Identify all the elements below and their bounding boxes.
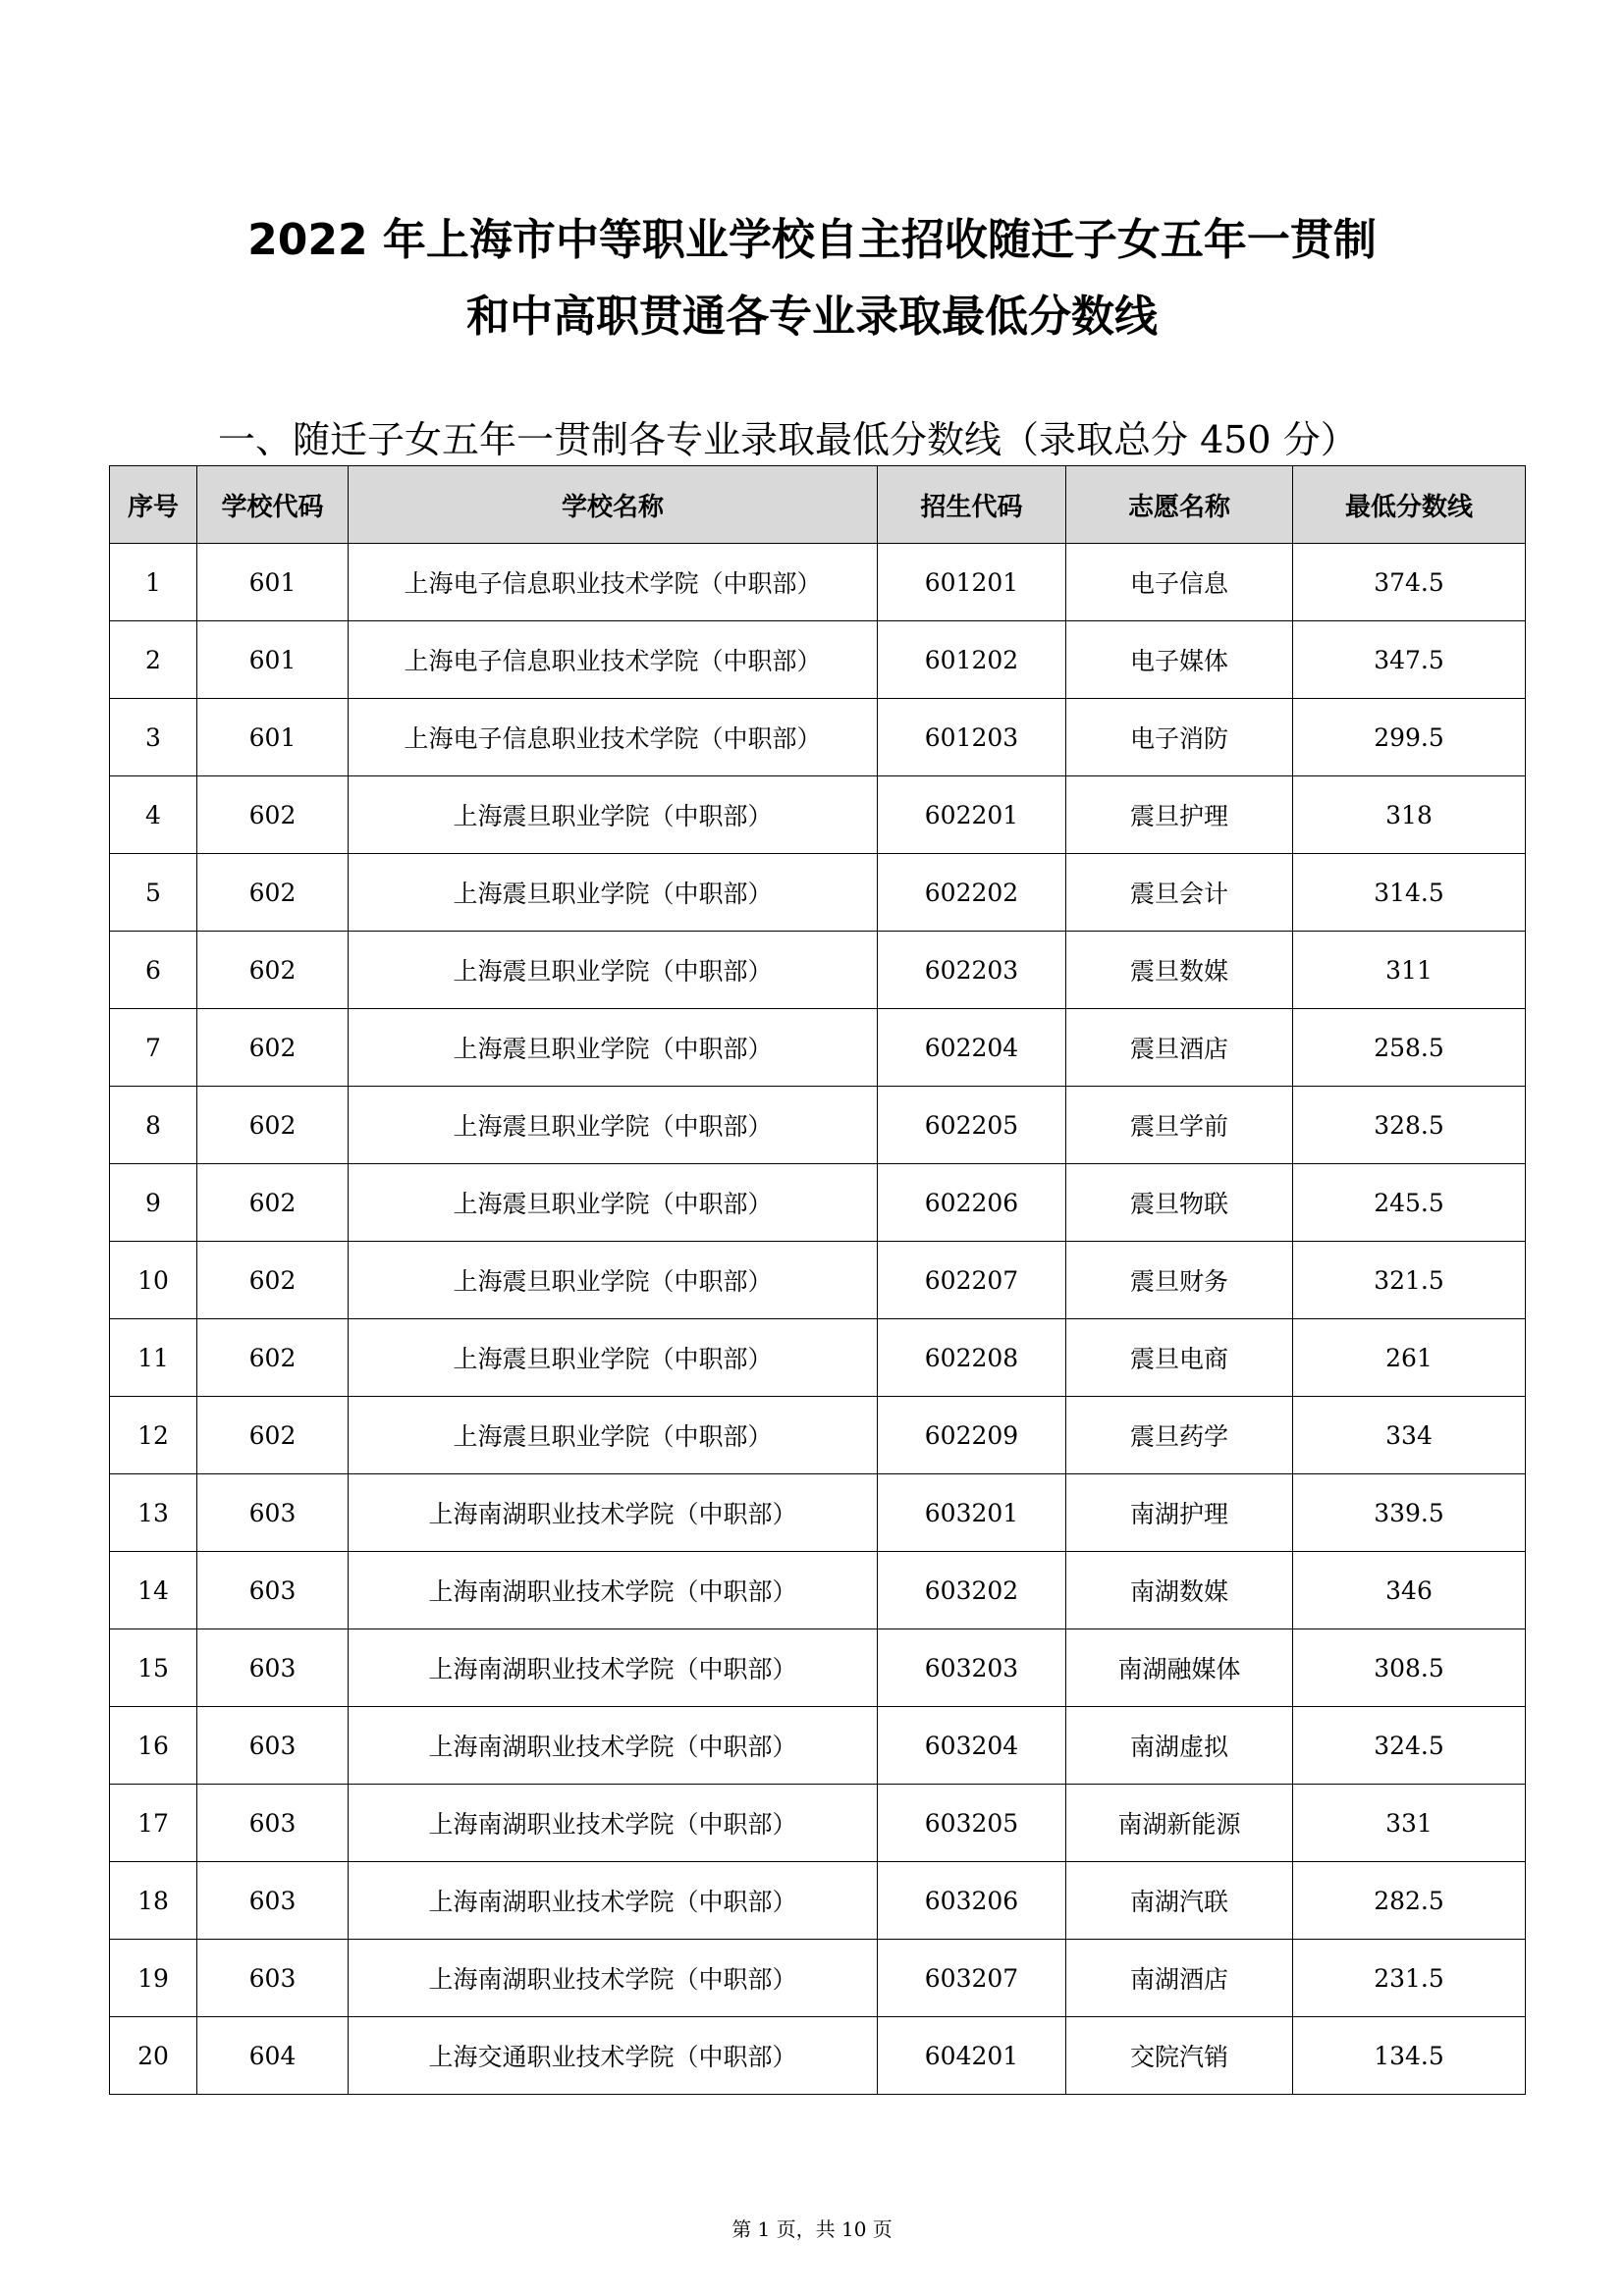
cell-school-name: 上海南湖职业技术学院（中职部） xyxy=(349,1552,878,1629)
cell-min-score: 231.5 xyxy=(1293,1940,1526,2017)
cell-min-score: 339.5 xyxy=(1293,1474,1526,1552)
table-row xyxy=(110,544,1526,621)
cell-school-name: 上海交通职业技术学院（中职部） xyxy=(349,2017,878,2095)
table-body xyxy=(110,544,1526,2095)
cell-index: 5 xyxy=(110,854,197,932)
header-school-code: 学校代码 xyxy=(197,466,349,544)
cell-school-name: 上海南湖职业技术学院（中职部） xyxy=(349,1785,878,1862)
table-row xyxy=(110,699,1526,776)
cell-school-name: 上海震旦职业学院（中职部） xyxy=(349,1397,878,1474)
cell-index: 17 xyxy=(110,1785,197,1862)
table-row xyxy=(110,621,1526,699)
cell-school-code: 602 xyxy=(197,1397,349,1474)
admission-score-table xyxy=(109,465,1526,2095)
table-row xyxy=(110,1164,1526,1242)
cell-program-name: 南湖酒店 xyxy=(1066,1940,1293,2017)
cell-school-code: 602 xyxy=(197,1009,349,1087)
cell-program-name: 电子消防 xyxy=(1066,699,1293,776)
cell-school-code: 602 xyxy=(197,932,349,1009)
cell-school-name: 上海南湖职业技术学院（中职部） xyxy=(349,1707,878,1785)
cell-school-code: 603 xyxy=(197,1629,349,1707)
cell-enrollment-code: 603206 xyxy=(878,1862,1066,1940)
cell-school-code: 602 xyxy=(197,1164,349,1242)
cell-min-score: 282.5 xyxy=(1293,1862,1526,1940)
cell-enrollment-code: 603207 xyxy=(878,1940,1066,2017)
cell-enrollment-code: 601203 xyxy=(878,699,1066,776)
cell-enrollment-code: 601202 xyxy=(878,621,1066,699)
cell-min-score: 299.5 xyxy=(1293,699,1526,776)
cell-school-name: 上海震旦职业学院（中职部） xyxy=(349,1319,878,1397)
cell-program-name: 震旦护理 xyxy=(1066,776,1293,854)
cell-school-code: 603 xyxy=(197,1862,349,1940)
cell-index: 16 xyxy=(110,1707,197,1785)
cell-school-code: 601 xyxy=(197,621,349,699)
table-row xyxy=(110,1087,1526,1164)
cell-index: 6 xyxy=(110,932,197,1009)
cell-min-score: 334 xyxy=(1293,1397,1526,1474)
table-row xyxy=(110,1474,1526,1552)
cell-school-code: 602 xyxy=(197,854,349,932)
cell-enrollment-code: 603205 xyxy=(878,1785,1066,1862)
cell-school-code: 602 xyxy=(197,1087,349,1164)
cell-min-score: 328.5 xyxy=(1293,1087,1526,1164)
cell-min-score: 311 xyxy=(1293,932,1526,1009)
cell-min-score: 346 xyxy=(1293,1552,1526,1629)
cell-enrollment-code: 602208 xyxy=(878,1319,1066,1397)
cell-program-name: 南湖融媒体 xyxy=(1066,1629,1293,1707)
cell-index: 15 xyxy=(110,1629,197,1707)
cell-enrollment-code: 602207 xyxy=(878,1242,1066,1319)
cell-index: 10 xyxy=(110,1242,197,1319)
cell-index: 2 xyxy=(110,621,197,699)
cell-school-code: 601 xyxy=(197,544,349,621)
table-row xyxy=(110,1552,1526,1629)
cell-school-name: 上海震旦职业学院（中职部） xyxy=(349,1009,878,1087)
cell-program-name: 震旦电商 xyxy=(1066,1319,1293,1397)
table-row xyxy=(110,1785,1526,1862)
cell-index: 13 xyxy=(110,1474,197,1552)
cell-min-score: 324.5 xyxy=(1293,1707,1526,1785)
cell-enrollment-code: 602201 xyxy=(878,776,1066,854)
cell-enrollment-code: 602204 xyxy=(878,1009,1066,1087)
cell-school-name: 上海震旦职业学院（中职部） xyxy=(349,1242,878,1319)
cell-school-name: 上海南湖职业技术学院（中职部） xyxy=(349,1862,878,1940)
cell-program-name: 南湖汽联 xyxy=(1066,1862,1293,1940)
table-row xyxy=(110,776,1526,854)
cell-index: 18 xyxy=(110,1862,197,1940)
cell-index: 4 xyxy=(110,776,197,854)
cell-index: 7 xyxy=(110,1009,197,1087)
cell-min-score: 318 xyxy=(1293,776,1526,854)
header-index: 序号 xyxy=(110,466,197,544)
cell-index: 11 xyxy=(110,1319,197,1397)
cell-index: 1 xyxy=(110,544,197,621)
cell-program-name: 震旦数媒 xyxy=(1066,932,1293,1009)
section-heading: 一、随迁子女五年一贯制各专业录取最低分数线（录取总分 450 分） xyxy=(218,418,1358,461)
cell-index: 19 xyxy=(110,1940,197,2017)
cell-school-code: 604 xyxy=(197,2017,349,2095)
cell-enrollment-code: 602206 xyxy=(878,1164,1066,1242)
cell-index: 14 xyxy=(110,1552,197,1629)
cell-min-score: 308.5 xyxy=(1293,1629,1526,1707)
cell-school-code: 603 xyxy=(197,1552,349,1629)
table-header-row xyxy=(110,466,1526,544)
cell-min-score: 321.5 xyxy=(1293,1242,1526,1319)
cell-school-name: 上海震旦职业学院（中职部） xyxy=(349,932,878,1009)
cell-min-score: 134.5 xyxy=(1293,2017,1526,2095)
cell-school-code: 602 xyxy=(197,1242,349,1319)
cell-program-name: 电子媒体 xyxy=(1066,621,1293,699)
cell-program-name: 南湖数媒 xyxy=(1066,1552,1293,1629)
cell-school-name: 上海震旦职业学院（中职部） xyxy=(349,776,878,854)
cell-school-name: 上海电子信息职业技术学院（中职部） xyxy=(349,699,878,776)
table-row xyxy=(110,854,1526,932)
cell-school-name: 上海南湖职业技术学院（中职部） xyxy=(349,1940,878,2017)
cell-school-code: 602 xyxy=(197,776,349,854)
cell-school-name: 上海震旦职业学院（中职部） xyxy=(349,1164,878,1242)
cell-school-code: 603 xyxy=(197,1474,349,1552)
cell-school-code: 602 xyxy=(197,1319,349,1397)
cell-min-score: 258.5 xyxy=(1293,1009,1526,1087)
cell-program-name: 震旦酒店 xyxy=(1066,1009,1293,1087)
cell-school-name: 上海电子信息职业技术学院（中职部） xyxy=(349,544,878,621)
header-min-score: 最低分数线 xyxy=(1293,466,1526,544)
table-row xyxy=(110,1707,1526,1785)
cell-index: 12 xyxy=(110,1397,197,1474)
table-row xyxy=(110,932,1526,1009)
cell-school-code: 603 xyxy=(197,1707,349,1785)
cell-program-name: 南湖护理 xyxy=(1066,1474,1293,1552)
cell-min-score: 261 xyxy=(1293,1319,1526,1397)
header-school-name: 学校名称 xyxy=(349,466,878,544)
cell-school-name: 上海南湖职业技术学院（中职部） xyxy=(349,1629,878,1707)
cell-enrollment-code: 603201 xyxy=(878,1474,1066,1552)
cell-program-name: 交院汽销 xyxy=(1066,2017,1293,2095)
cell-index: 20 xyxy=(110,2017,197,2095)
cell-enrollment-code: 601201 xyxy=(878,544,1066,621)
cell-enrollment-code: 604201 xyxy=(878,2017,1066,2095)
table-row xyxy=(110,1242,1526,1319)
cell-min-score: 374.5 xyxy=(1293,544,1526,621)
cell-min-score: 331 xyxy=(1293,1785,1526,1862)
table-row xyxy=(110,1397,1526,1474)
cell-school-name: 上海震旦职业学院（中职部） xyxy=(349,1087,878,1164)
cell-program-name: 震旦会计 xyxy=(1066,854,1293,932)
cell-index: 3 xyxy=(110,699,197,776)
cell-school-code: 603 xyxy=(197,1785,349,1862)
header-program-name: 志愿名称 xyxy=(1066,466,1293,544)
cell-enrollment-code: 603202 xyxy=(878,1552,1066,1629)
cell-program-name: 震旦物联 xyxy=(1066,1164,1293,1242)
cell-program-name: 南湖虚拟 xyxy=(1066,1707,1293,1785)
document-title-line-1: 2022 年上海市中等职业学校自主招收随迁子女五年一贯制 xyxy=(247,215,1377,265)
cell-school-name: 上海南湖职业技术学院（中职部） xyxy=(349,1474,878,1552)
cell-enrollment-code: 602209 xyxy=(878,1397,1066,1474)
cell-program-name: 电子信息 xyxy=(1066,544,1293,621)
table-row xyxy=(110,1009,1526,1087)
cell-min-score: 245.5 xyxy=(1293,1164,1526,1242)
table-row xyxy=(110,1629,1526,1707)
cell-enrollment-code: 602202 xyxy=(878,854,1066,932)
cell-enrollment-code: 602203 xyxy=(878,932,1066,1009)
cell-school-name: 上海电子信息职业技术学院（中职部） xyxy=(349,621,878,699)
cell-index: 8 xyxy=(110,1087,197,1164)
cell-program-name: 震旦药学 xyxy=(1066,1397,1293,1474)
cell-school-code: 603 xyxy=(197,1940,349,2017)
cell-school-code: 601 xyxy=(197,699,349,776)
cell-index: 9 xyxy=(110,1164,197,1242)
cell-enrollment-code: 603204 xyxy=(878,1707,1066,1785)
cell-program-name: 震旦学前 xyxy=(1066,1087,1293,1164)
table-row xyxy=(110,1940,1526,2017)
cell-program-name: 南湖新能源 xyxy=(1066,1785,1293,1862)
cell-enrollment-code: 603203 xyxy=(878,1629,1066,1707)
cell-school-name: 上海震旦职业学院（中职部） xyxy=(349,854,878,932)
table-row xyxy=(110,1862,1526,1940)
cell-enrollment-code: 602205 xyxy=(878,1087,1066,1164)
table-row xyxy=(110,2017,1526,2095)
header-enrollment-code: 招生代码 xyxy=(878,466,1066,544)
cell-min-score: 314.5 xyxy=(1293,854,1526,932)
page-footer: 第 1 页，共 10 页 xyxy=(731,2217,893,2241)
cell-program-name: 震旦财务 xyxy=(1066,1242,1293,1319)
table-row xyxy=(110,1319,1526,1397)
document-title-line-2: 和中高职贯通各专业录取最低分数线 xyxy=(466,292,1158,342)
cell-min-score: 347.5 xyxy=(1293,621,1526,699)
